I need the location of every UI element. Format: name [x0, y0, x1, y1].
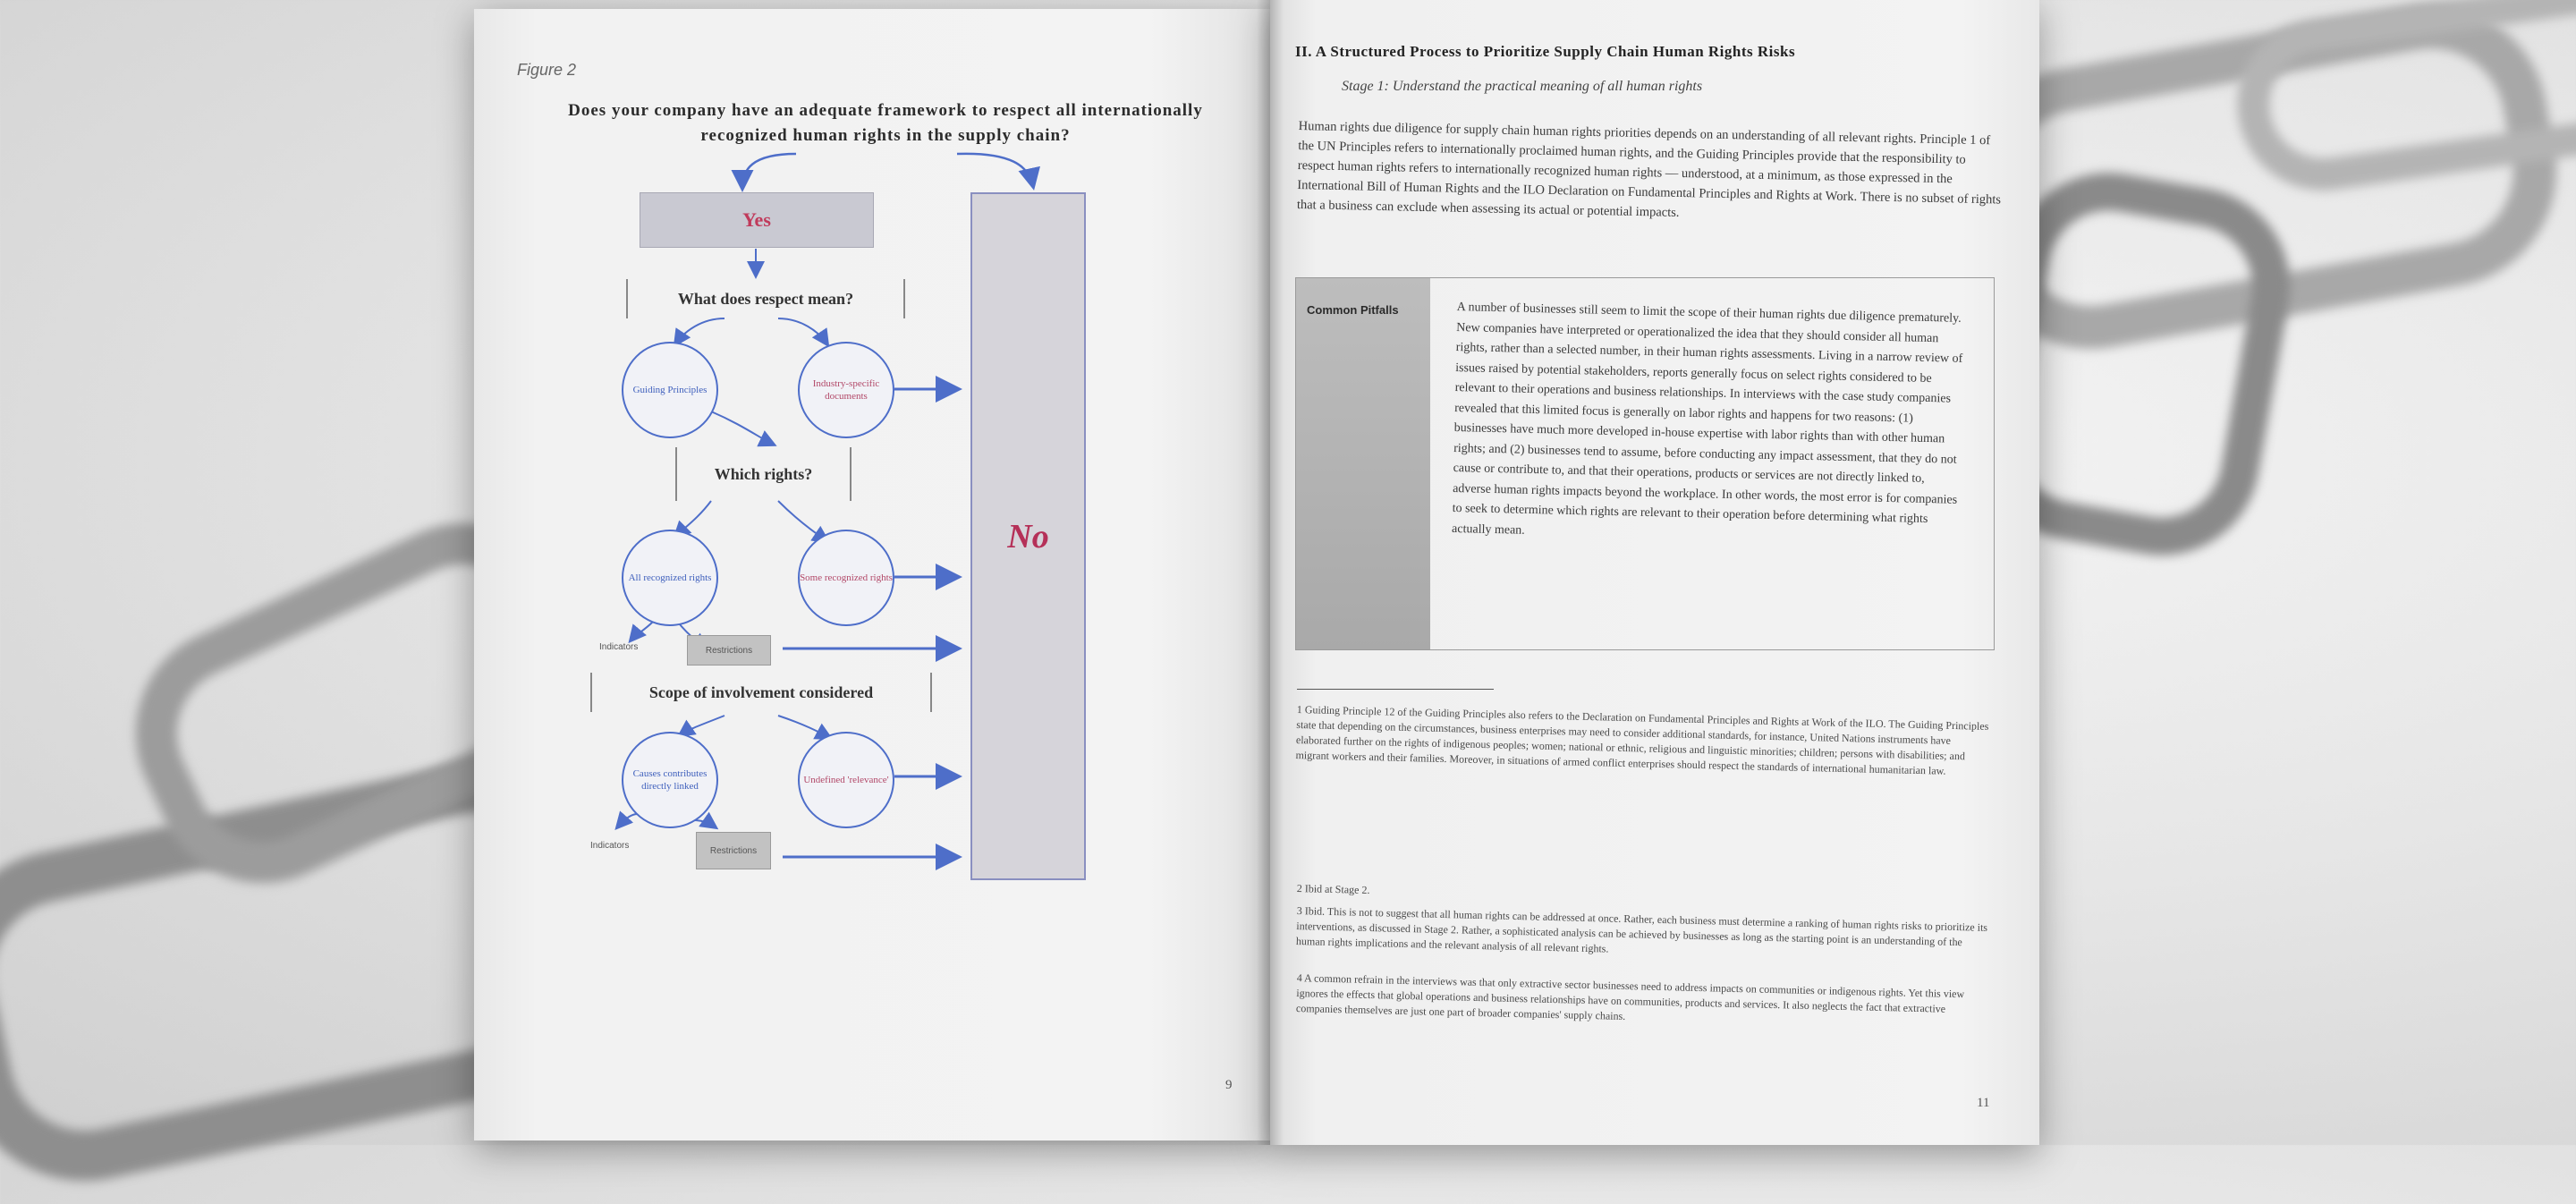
page-number: 11 — [1977, 1096, 1990, 1110]
indicators-label: Indicators — [599, 642, 639, 652]
question-scope: Scope of involvement considered — [590, 673, 932, 712]
book-gutter — [1257, 0, 1284, 1145]
circle-some-rights: Some recognized rights — [798, 530, 894, 626]
circle-undefined-relevance: Undefined 'relevance' — [798, 732, 894, 828]
common-pitfalls-box — [1295, 277, 1995, 650]
section-subheading: Stage 1: Understand the practical meaning of all human rights — [1342, 79, 1703, 94]
question-which-rights: Which rights? — [675, 447, 852, 501]
footnote-divider — [1297, 689, 1494, 690]
circle-guiding-principles: Guiding Principles — [622, 342, 718, 438]
pitfalls-sidebar — [1296, 278, 1430, 649]
figure-title: Does your company have an adequate framework to respect all internationally recognized human rights in the supply chain? — [568, 101, 1203, 145]
restrictions-box: Restrictions — [696, 832, 771, 869]
no-box: No — [970, 192, 1086, 880]
footnote: 3 Ibid. This is not to suggest that all human rights can be addressed at once. Rather, each business must determine a ranking of human rights risks to prioritize its interventions, as discussed in Stage 2. Rather, a sophisticated analysis can be achieved by businesses as long as the starting point is an understanding of the human rights implications and the relevant analysis of all relevant rights. — [1295, 903, 1988, 955]
section-heading: II. A Structured Process to Prioritize Supply Chain Human Rights Risks — [1295, 43, 1796, 60]
circle-causes: Causes contributes directly linked — [622, 732, 718, 828]
footnote: 4 A common refrain in the interviews was that only extractive sector businesses need to address impacts on communities or indigenous rights. Yet this view ignores the effects that global operations and business relationships have on communities, products and services. It also neglects the fact that extractive companies themselves are just one part of broader companies' supply chains. — [1295, 971, 1965, 1022]
page-number: 9 — [1225, 1078, 1233, 1092]
indicators-label: Indicators — [590, 841, 630, 851]
pitfalls-text: A number of businesses still seem to limit the scope of their human rights due diligence prematurely. New companies have interpreted or operationalized the idea that they should consider all human rights, rather than a selected number, in their human rights assessments. Living in a narrow review of issues raised by potential stakeholders, reports generally focus on select rights considered to be relevant to their operations and business relationships. In interviews with the case study companies revealed that this limited focus is generally on labor rights and happens for two reasons: (1) businesses have much more developed in-house expertise with labor rights than with other human rights; and (2) businesses tend to assume, before conducting any impact assessment, that they do not cause or contribute to, and that their operations, products or services are not directly linked to, adverse human rights impacts beyond the workplace. In other words, the most error is for companies to seek to determine which rights are relevant to their operation before determining what rights actually mean. — [1451, 300, 1963, 538]
body-paragraph: Human rights due diligence for supply chain human rights priorities depends on an understanding of all relevant rights. Principle 1 of the UN Principles refers to internationally proclaimed human rights, and the Guiding Principles provide that the responsibility to respect human rights refers to internationally recognized human rights — understood, at a minimum, as those expressed in the International Bill of Human Rights and the ILO Declaration on Fundamental Principles and Rights at Work. There is no subset of rights that a business can exclude when assessing its actual or potential impacts. — [1296, 118, 2002, 220]
figure-label: Figure 2 — [517, 61, 577, 79]
footnote: 2 Ibid at Stage 2. — [1296, 881, 1370, 896]
restrictions-box: Restrictions — [687, 635, 771, 666]
right-page — [1270, 0, 2039, 1145]
circle-all-rights: All recognized rights — [622, 530, 718, 626]
pitfalls-label: Common Pitfalls — [1307, 303, 1399, 317]
circle-industry-documents: Industry-specific documents — [798, 342, 894, 438]
yes-box: Yes — [640, 192, 874, 248]
footnote: 1 Guiding Principle 12 of the Guiding Principles also refers to the Declaration on Fundamental Principles and Rights at Work of the ILO. The Guiding Principles state that depending on the circumstances, business enterprises may need to consider additional standards, for instance, United Nations instruments have elaborated further on the rights of indigenous peoples; women; national or ethnic, religious and linguistic minorities; children; persons with disabilities; and migrant workers and their families. Moreover, in situations of armed conflict enterprises should respect the standards of international humanitarian law. — [1295, 702, 1989, 777]
question-respect: What does respect mean? — [626, 279, 905, 318]
left-page — [474, 9, 1270, 1140]
